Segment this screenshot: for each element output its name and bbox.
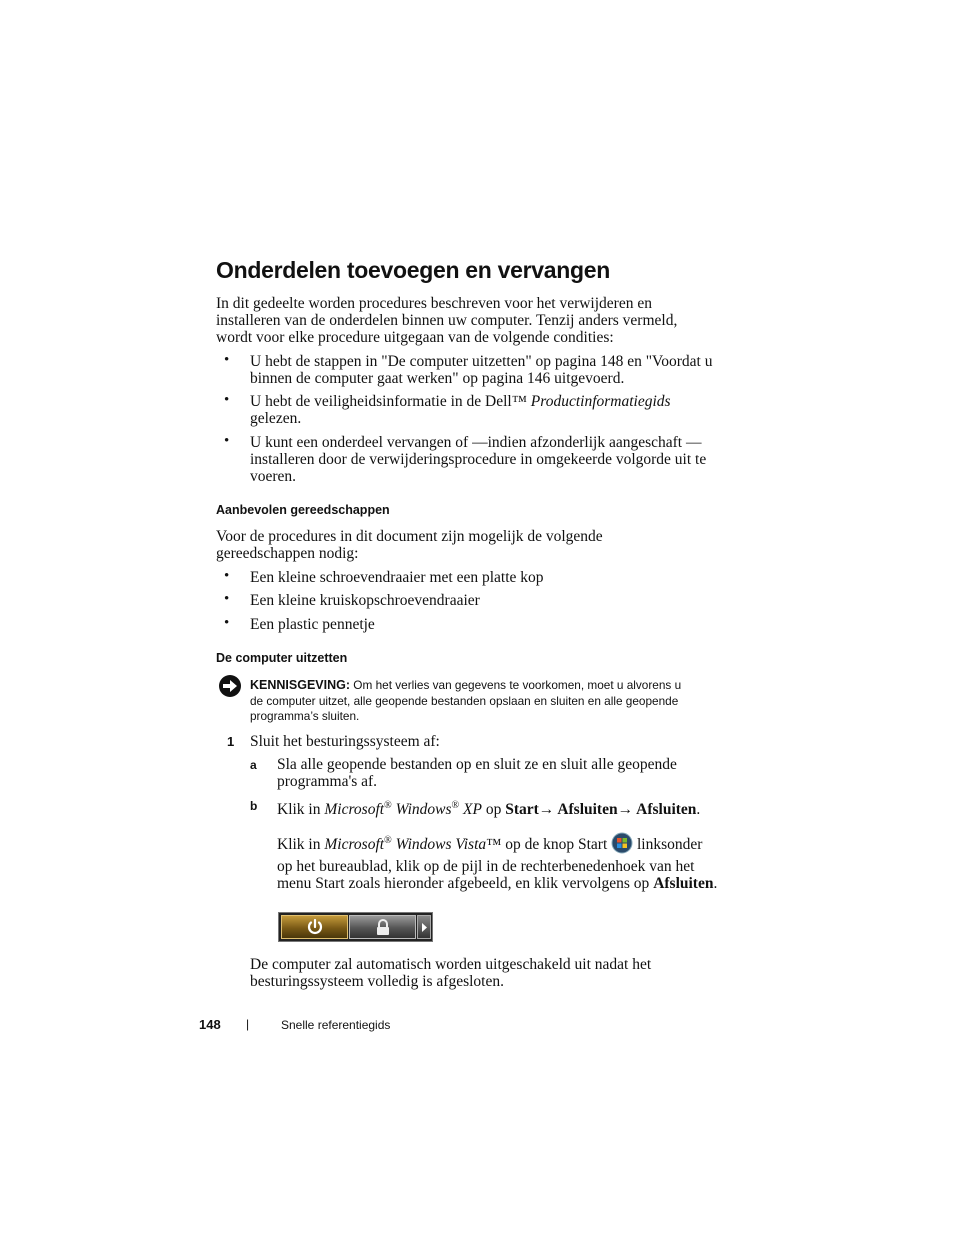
notice-icon [218,674,242,703]
bullet: • [224,352,230,368]
intro-line: wordt voor elke procedure uitgegaan van de volgende condities: [216,329,614,346]
bullet: • [224,615,230,631]
text: menu Start zoals hieronder afgebeeld, en klik vervolgens op [277,875,654,893]
text: . [696,801,701,819]
list-item [250,434,706,485]
text: op de knop Start [501,836,612,854]
list-item [250,353,712,387]
menu-path-start: Start [505,801,539,819]
tool-item: Een kleine kruiskopschroevendraaier [250,592,480,609]
tools-intro-line: Voor de procedures in dit document zijn mogelijk de volgende [216,528,603,545]
intro-paragraph [216,295,677,346]
step-text: Sluit het besturingssysteem af: [250,733,440,750]
bullet: • [224,591,230,607]
arrow-icon: → [538,801,555,819]
substep-line: Sla alle geopende bestanden op en sluit ze en sluit alle geopende [277,756,677,773]
registered-mark: ® [451,800,460,811]
notice-line: programma’s sluiten. [250,709,360,723]
substep-marker: a [250,758,257,772]
substep-marker: b [250,799,258,813]
bullet: • [224,433,230,449]
menu-path-shutdown: Afsluiten [633,801,697,819]
notice-line [250,678,681,694]
list-item-text: U hebt de veiligheidsinformatie in de Dell™ [250,393,531,410]
text: Klik in [277,836,325,854]
footer-guide-title: Snelle referentiegids [281,1018,391,1032]
text: Microsoft [324,836,385,854]
menu-path-shutdown: Afsluiten [554,801,618,819]
trademark-mark: ™ [486,836,502,854]
section-heading-shutdown: De computer uitzetten [216,651,348,665]
notice-box [250,678,681,725]
closing-paragraph [250,956,651,990]
tools-intro [216,528,603,562]
text: . [713,875,718,893]
intro-line: installeren van de onderdelen binnen uw computer. Tenzij anders vermeld, [216,312,678,329]
shutdown-options-arrow-button [417,915,431,939]
page-number: 148 [199,1017,221,1032]
vista-instruction [277,832,717,892]
list-item-line: binnen de computer gaat werken" op pagina 146 uitgevoerd. [250,370,625,387]
vista-line: op het bureaublad, klik op de pijl in de rechterbenedenhoek van het [277,858,695,876]
tool-item: Een plastic pennetje [250,616,375,633]
list-item [250,393,671,427]
list-item-line [250,393,671,410]
closing-line: De computer zal automatisch worden uitgeschakeld uit nadat het [250,956,652,973]
footer-separator: | [246,1017,250,1031]
lock-icon [375,919,391,936]
text: Klik in [277,801,325,819]
list-item-line: voeren. [250,468,297,485]
vista-line [277,832,717,858]
text: Microsoft [324,801,385,819]
menu-path-shutdown: Afsluiten [653,875,714,893]
lock-button [349,915,416,939]
closing-line: besturingssysteem volledig is afgesloten. [250,973,504,990]
list-item-line: U hebt de stappen in "De computer uitzetten" op pagina 148 en "Voordat u [250,353,713,370]
text: op [481,801,506,819]
text: XP [459,801,482,819]
text: Windows [391,801,452,819]
intro-line: In dit gedeelte worden procedures beschreven voor het verwijderen en [216,295,652,312]
page-title: Onderdelen toevoegen en vervangen [216,257,610,283]
arrow-icon: → [617,801,634,819]
section-heading-tools: Aanbevolen gereedschappen [216,503,390,517]
notice-label: KENNISGEVING: [250,678,351,692]
xp-instruction [277,797,700,818]
list-item-line: U kunt een onderdeel vervangen of —indien afzonderlijk aangeschaft — [250,434,702,451]
power-button [281,915,348,939]
registered-mark: ® [384,800,392,811]
list-item-line: installeren door de verwijderingsprocedure in omgekeerde volgorde uit te [250,451,707,468]
list-item-line: gelezen. [250,410,302,427]
product-guide-title: Productinformatiegids [530,393,671,410]
bullet: • [224,392,230,408]
text: Windows Vista [391,836,487,854]
vista-line [277,875,717,892]
tools-intro-line: gereedschappen nodig: [216,545,359,562]
power-icon [306,918,324,936]
substep-a-text [277,756,677,790]
notice-text: Om het verlies van gegevens te voorkomen, moet u alvorens u [350,678,682,692]
vista-shutdown-bar-image [278,912,433,942]
windows-start-orb-icon [611,832,633,858]
text: linksonder [633,836,703,854]
registered-mark: ® [384,835,392,846]
arrow-right-icon [421,922,428,933]
step-number: 1 [227,734,235,749]
tool-item: Een kleine schroevendraaier met een platte kop [250,569,544,586]
substep-line: programma's af. [277,773,378,790]
notice-line: de computer uitzet, alle geopende bestanden opslaan en sluiten en alle geopende [250,693,679,708]
bullet: • [224,568,230,584]
